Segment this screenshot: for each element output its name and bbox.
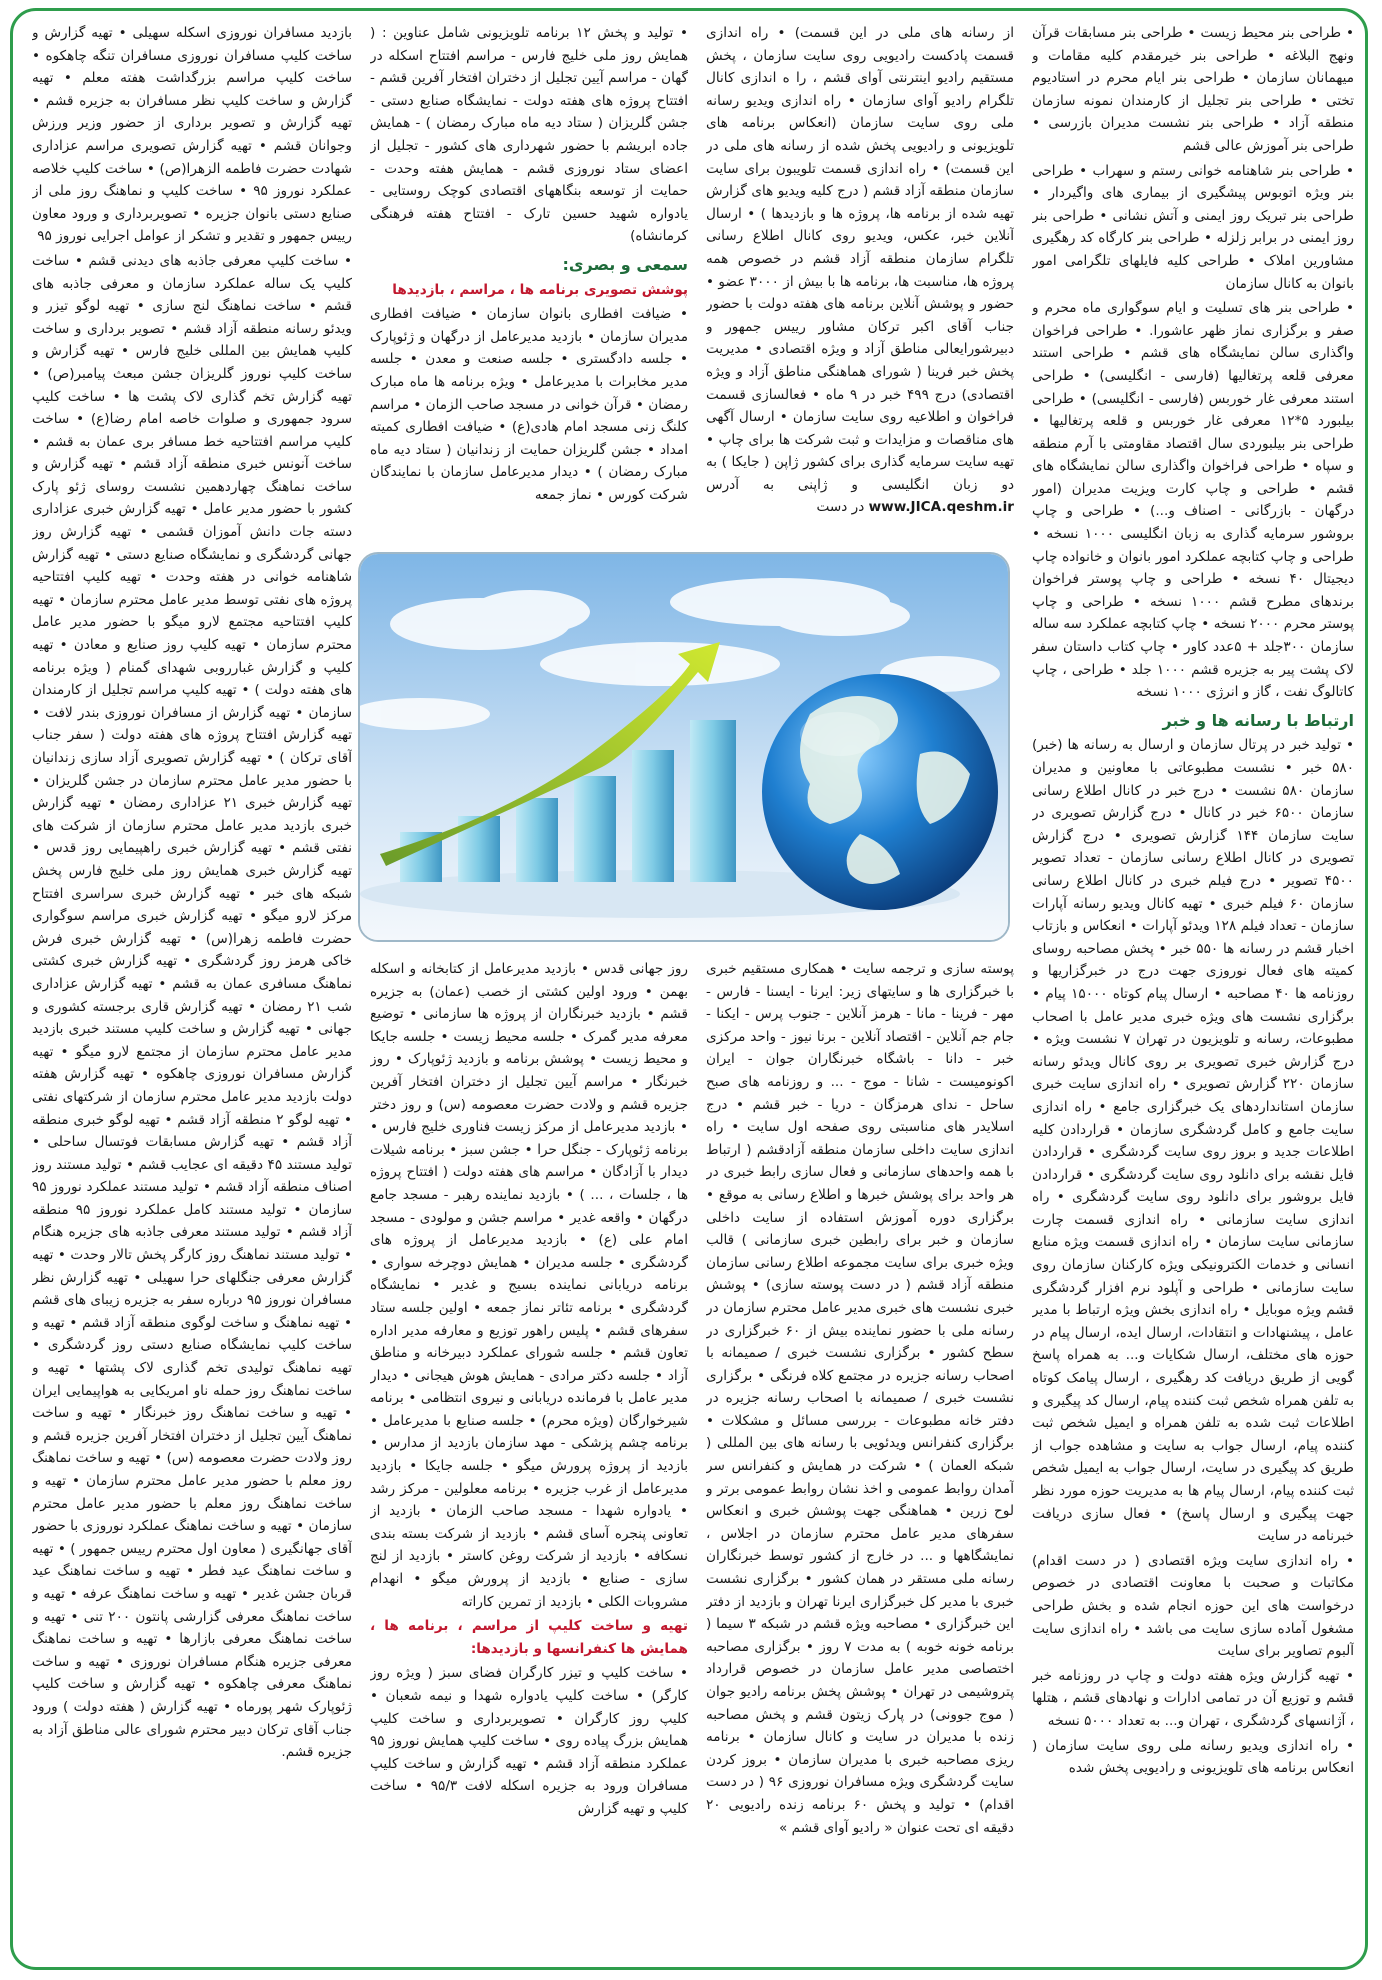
paragraph: • تولید خبر در پرتال سازمان و ارسال به رسانه ها (خبر) ۵۸۰ خبر • نشست مطبوعاتی با معاونین و مدیران سازمان ۵۸۰ نشست • درج خبر در کانال اطلاع رسانی سازمان ۶۵۰۰ خبر در کانال • درج گزارش تصویری در سایت سازمان ۱۴۴ گزارش تصویری • درج گزارش تصویری در کانال اطلاع رسانی سازمان - تعداد تصویر ۴۵۰۰ تصویر • درج فیلم خبری در کانال اطلاع رسانی سازمان ۶۰ فیلم خبری • تهیه کانال ویدیو رسانه آپارات سازمان - تعداد فیلم ۱۲۸ ویدئو آپارات • انعکاس و بازتاب اخبار قشم در رسانه ها ۵۵۰ خبر • پخش مصاحبه روسای کمیته های فعال نوروزی جهت درج در خبرگزاریها و روزنامه ها ۴۰ مصاحبه • ارسال پیام کوتاه ۱۵۰۰۰ پیام • برگزاری نشست های ویژه خبری مدیر عامل با اصحاب مطبوعات، رسانه و تلویزیون در تهران ۷ نشست ویژه • درج گزارش خبری تصویری بر روی کانال ویدئو رسانه سازمان ۲۲۰ گزارش تصویری • راه اندازی سایت خبری سازمان استانداردهای یک خبرگزاری جامع • راه اندازی سایت جامع و کامل گردشگری سازمان • قراردادن کلیه اطلاعات جدید و بروز روی سایت گردشگری • قراردادن فایل نقشه برای دانلود روی سایت گردشگری • قراردادن فایل بروشور برای دانلود روی سایت گردشگری • راه اندازی سایت سازمانی • راه اندازی قسمت چارت سازمانی سایت سازمان • راه اندازی قسمت ویژه منابع انسانی و خدمات الکترونیکی ویژه کارکنان سازمان روی سایت سازمانی • طراحی و آپلود نرم افزار گردشگری قشم ویژه موبایل • راه اندازی بخش ویژه ارتباط با مدیر عامل ، پیشنهادات و انتقادات، ارسال ایده، ارسال پیام در حوزه های مختلف، ارسال شکایات و... به همراه پاسخ گویی از طریق دریافت کد رهگیری ، ارسال پیامک کوتاه به تلفن همراه شخص ثبت کننده پیام، ارسال کد پیگیری و اطلاعات ثبت شده به تلفن همراه و ایمیل شخص ثبت کننده پیام، ارسال جواب به سایت و مشاهده جواب از طریق کد پیگیری در سایت، ارسال جواب به ایمیل شخص ثبت کننده پیام، ارسال پیام ها به مدیریت حوزه مورد نظر جهت پیگیری و ارسال پاسخ) • فعال سازی دریافت خبرنامه در سایت xyxy=(1032,737,1354,1545)
column-1 xyxy=(1032,22,1354,1952)
section-subheading: پوشش تصویری برنامه ها ، مراسم ، بازدیدها xyxy=(392,281,688,298)
site-url: www.JICA.qeshm.ir xyxy=(868,499,1014,516)
column-2-top xyxy=(706,22,1014,552)
paragraph: • طراحی بنر شاهنامه خوانی رستم و سهراب • طراحی بنر ویژه اتوبوس پیشگیری از بیماری های واگیردار • طراحی بنر تبریک روز ایمنی و آتش نشانی • طراحی بنر روز ایمنی در برابر زلزله • طراحی بنر کارگاه کد رهگیری مشاورین املاک • طراحی کلیه فایلهای تلگرامی امور بانوان به کانال سازمان xyxy=(1032,162,1354,292)
paragraph: • راه اندازی سایت ویژه اقتصادی ( در دست اقدام) مکاتبات و صحبت با معاونت اقتصادی در خصوص درخواست های این حوزه انجام شده و بخش طراحی مشغول آماده سازی سایت می باشد • راه اندازی سایت آلبوم تصاویر برای سایت xyxy=(1032,1552,1354,1660)
illustration-svg xyxy=(360,554,1008,940)
paragraph: • راه اندازی ویدیو رسانه ملی روی سایت سازمان ( انعکاس برنامه های تلویزیونی و رادیویی پخش شده xyxy=(1032,1737,1354,1777)
paragraph: • طراحی بنر محیط زیست • طراحی بنر مسابقات قرآن ونهج البلاغه • طراحی بنر خیرمقدم کلیه مقامات و میهمانان سازمان • طراحی بنر ایام محرم در استادیوم تختی • طراحی بنر تجلیل از کارمندان نمونه سازمان منطقه آزاد • طراحی بنر نشست مدیران بازرسی • طراحی بنر آموزش عالی قشم xyxy=(1032,25,1354,154)
paragraph: • ساخت کلیپ و تیزر کارگران فضای سبز ( ویژه روز کارگر) • ساخت کلیپ یادواره شهدا و نیمه شعبان • کلیپ روز کارگران • تصویربرداری و ساخت کلیپ همایش بزرگ پیاده روی • ساخت کلیپ همایش نوروز ۹۵ عملکرد منطقه آزاد قشم • تهیه گزارش و ساخت کلیپ مسافران ورود به جزیره اسکله لافت ۹۵/۳ • ساخت کلیپ و تهیه گزارش xyxy=(370,1665,688,1817)
paragraph: پوسته سازی و ترجمه سایت • همکاری مستقیم خبری با خبرگزاری ها و سایتهای زیر: ایرنا - ایسنا - فارس - مهر - فرینا - مانا - هرمز آنلاین - جنوب پرس - ایکنا - جام جم آنلاین - اقتصاد آنلاین - برنا نیوز - واحد مرکزی خبر - دانا - باشگاه خبرنگاران جوان - ایران اکونومیست - شانا - موج - ... و روزنامه های صبح ساحل - ندای هرمزگان - دریا - خبر قشم • درج اسلایدر های مناسبتی روی صفحه اول سایت • راه اندازی سایت داخلی سازمان منطقه آزادقشم ( ارتباط با همه واحدهای سازمانی و فعال سازی رابط خبری در هر واحد برای پوشش خبرها و اطلاع رسانی به موقع • برگزاری دوره آموزش استفاده از سایت داخلی سازمان و خبر برای رابطین خبری سازمانی ) قالب ویژه خبری برای سایت مجموعه اطلاع رسانی سازمان منطقه آزاد قشم ( در دست پوسته سازی) • پوشش خبری نشست های خبری مدیر عامل محترم سازمان در رسانه ملی با حضور نماینده بیش از ۶۰ خبرگزاری در سطح کشور • برگزاری نشست خبری / صمیمانه با اصحاب رسانه جزیره در مجتمع کلاه فرنگی • برگزاری نشست خبری / صمیمانه با اصحاب رسانه جزیره در دفتر خانه مطبوعات - بررسی مسائل و مشکلات • برگزاری کنفرانس ویدئویی با رسانه های بین المللی ( شبکه العمان ) • شرکت در همایش و کنفرانس سر آمدان روابط عمومی و اخذ نشان روابط عمومی برتر و لوح زرین • هماهنگی جهت پوشش خبری و انعکاس سفرهای مدیر عامل محترم سازمان در اجلاس ، نمایشگاهها و ... در خارج از کشور توسط خبرنگاران رسانه ملی مستقر در همان کشور • برگزاری نشست خبری با مدیر کل خبرگزاری ایرنا تهران و بازدید از دفتر این خبرگزاری • مصاحبه ویژه قشم در شبکه ۳ سیما ( برنامه خونه خوبه ) به مدت ۷ روز • برگزاری مصاحبه اختصاصی مدیر عامل سازمان در خصوص قرارداد پتروشیمی در تهران • پوشش پخش برنامه رادیو جوان ( موج جوونی) در پارک زیتون قشم و پخش مصاحبه زنده با مدیران در سایت و کانال سازمان • برنامه ریزی مصاحبه خبری با مدیران سازمان • بروز کردن سایت گردشگری ویژه مسافران نوروزی ۹۶ ( در دست اقدام) • تولید و پخش ۶۰ برنامه زنده رادیویی ۲۰ دقیقه ای تحت عنوان « رادیو آوای قشم » xyxy=(706,961,1014,1836)
paragraph: روز جهانی قدس • بازدید مدیرعامل از کتابخانه و اسکله بهمن • ورود اولین کشتی از خصب (عمان) به جزیره قشم • بازدید خبرنگاران از پروژه ها سازمانی • توضیع معرفه مدیر گمرک • جلسه محیط زیست • جلسه جایکا و محیط زیست • پوشش برنامه و بازدید ژئوپارک • روز خبرنگار • مراسم آیین تجلیل از دختران افتخار آفرین جزیره قشم و ولادت حضرت معصومه (س) و روز دختر • بازدید مدیرعامل از مرکز زیست فناوری خلیج فارس • برنامه ژئوپارک - جنگل حرا • جشن سبز • برنامه شیلات دیدار با آزادگان • مراسم های هفته دولت ( افتتاح پروژه ها ، جلسات ، ... ) • بازدید نماینده رهبر - مسجد جامع درگهان • واقعه غدیر • مراسم جشن و مولودی - مسجد امام علی (ع) • بازدید مدیرعامل از پروژه های گردشگری • جلسه مدیران • همایش دوچرخه سواری • برنامه دریابانی نماینده بسیج و غدیر • نمایشگاه گردشگری • برنامه تئاتر نماز جمعه • اولین جلسه ستاد سفرهای قشم • پلیس راهور توزیع و معارفه مدیر اداره تعاون قشم • جلسه شورای عملکرد دبیرخانه و مناطق آزاد • جلسه دکتر مرادی - همایش هوش هیجانی • دیدار مدیر عامل با فرمانده دریابانی و نیروی انتظامی • برنامه شیرخوارگان (ویژه محرم) • جلسه صنایع با مدیرعامل • برنامه چشم پزشکی - مهد سازمان بازدید از مدارس • بازدید از پروژه پرورش میگو • جلسه جایکا • بازدید مدیرعامل از غرب جزیره • برنامه معلولین - مرکز رشد • یادواره شهدا - مسجد صاحب الزمان • بازدید از تعاونی پنجره آسای قشم • بازدید از شرکت بسته بندی نسکافه • بازدید از شرکت روغن کاستر • بازدید از لنج سازی - صنایع • بازدید از پرورش میگو • انهدام مشروبات الکلی • بازدید از تمرین کاراته xyxy=(370,961,688,1610)
paragraph: • ساخت کلیپ معرفی جاذبه های دیدنی قشم • ساخت کلیپ یک ساله عملکرد سازمان و معرفی جاذبه های قشم • ساخت نماهنگ لنج سازی • تهیه لوگو تیزر و ویدئو رسانه منطقه آزاد قشم • تصویر برداری و ساخت کلیپ همایش بین المللی خلیج فارس • تهیه گزارش و ساخت کلیپ نوروز گلریزان جشن مبعث پیامبر(ص) • تهیه گزارش تخم گذاری لاک پشت ها • ساخت کلیپ سرود جمهوری و صلوات خاصه امام رضا(ع) • ساخت کلیپ مراسم افتتاحیه خط مسافر بری عمان به قشم • ساخت آنونس خبری منطقه آزاد قشم • تهیه گزارش و ساخت نماهنگ چهاردهمین نشست روسای ژئو پارک کشور با حضور مدیر عامل • تهیه گزارش خبری عزاداری دسته جات دانش آموزان قشمی • تهیه گزارش روز جهانی گردشگری و نمایشگاه صنایع دستی • تهیه گزارش شاهنامه خوانی در هفته وحدت • تهیه کلیپ افتتاحیه پروژه های نفتی توسط مدیر عامل محترم سازمان • تهیه کلیپ افتتاحیه مجتمع لارو میگو با حضور مدیر عامل محترم سازمان • تهیه کلیپ روز صنایع و معادن • تهیه کلیپ و گزارش غبارروبی شهدای گمنام ( ویژه برنامه های هفته دولت ) • تهیه کلیپ مراسم تجلیل از کارمندان سازمان • تهیه گزارش از مسافران نوروزی بندر لافت • تهیه گزارش افتتاح پروژه های هفته دولت ( سفر جناب آقای ترکان ) • تهیه گزارش تصویری آزاد سازی زندانیان با حضور مدیر عامل محترم سازمان در جشن گلریزان • تهیه گزارش خبری ۲۱ عزاداری رمضان • تهیه گزارش خبری بازدید مدیر عامل محترم سازمان از شرکت های نفتی قشم • تهیه گزارش خبری راهپیمایی روز قدس • تهیه گزارش خبری همایش روز ملی خلیج فارس پخش شبکه های خبر • تهیه گزارش خبری سراسری افتتاح مرکز لارو میگو • تهیه گزارش خبری مراسم سوگواری حضرت فاطمه زهرا(س) • تهیه گزارش خبری فرش خاکی هرمز روز گردشگری • تهیه گزارش خبری کشتی نماهنگ مسافری عمان به قشم • تهیه گزارش عزاداری شب ۲۱ رمضان • تهیه گزارش قاری برجسته کشوری و جهانی • تهیه گزارش و ساخت کلیپ مستند خبری بازدید مدیر عامل محترم سازمان از مجتمع لارو میگو • تهیه گزارش مسافران نوروزی چاهکوه • تهیه گزارش هفته دولت بازدید مدیر عامل محترم سازمان از شرکتهای نفتی • تهیه لوگو ۲ منطقه آزاد قشم • تهیه لوگو خبری منطقه آزاد قشم • تهیه گزارش مسابقات فوتسال ساحلی • تولید مستند ۴۵ دقیقه ای عجایب قشم • تولید مستند روز اصناف منطقه آزاد قشم • تولید مستند عملکرد نوروز ۹۵ سازمان • تولید مستند کامل عملکرد نوروز ۹۵ منطقه آزاد قشم • تولید مستند معرفی جاذبه های جزیره هنگام • تولید مستند نماهنگ روز کارگر پخش تالار وحدت • تهیه گزارش معرفی جنگلهای حرا سهیلی • تهیه گزارش نظر مسافران نوروز ۹۵ درباره سفر به جزیره زیبای های قشم • تهیه نماهنگ و ساخت لوگوی منطقه آزاد قشم • تهیه و ساخت کلیپ نمایشگاه صنایع دستی روز گردشگری • تهیه نماهنگ تولیدی تخم گذاری لاک پشتها • تهیه و ساخت نماهنگ روز حمله ناو امریکایی به هواپیمایی ایران • تهیه و ساخت نماهنگ روز خبرنگار • تهیه و ساخت نماهنگ آیین تجلیل از دختران افتخار آفرین جزیره قشم و روز ولادت حضرت معصومه (س) • تهیه و ساخت نماهنگ روز معلم با حضور مدیر عامل محترم سازمان • تهیه و ساخت نماهنگ روز معلم با حضور مدیر عامل محترم سازمان • تهیه و ساخت نماهنگ عملکرد نوروزی با حضور آقای جهانگیری ( معاون اول محترم رییس جمهور ) • تهیه و ساخت نماهنگ عید فطر • تهیه و ساخت نماهنگ عید قربان جشن غدیر • تهیه و ساخت نماهنگ عرفه • تهیه و ساخت نماهنگ معرفی گزارشی پانتون ۲۰۰ تنی • تهیه و ساخت نماهنگ معرفی بازارها • تهیه و ساخت نماهنگ معرفی جزیره هنگام مسافران نوروزی • تهیه و ساخت نماهنگ معرفی چاهکوه • تهیه گزارش و ساخت کلیپ ژئوپارک شهر پورماه • تهیه گزارش ( هفته دولت ) ورود جناب آقای ترکان دبیر محترم شورای عالی مناطق آزاد به جزیره قشم. xyxy=(32,252,352,1761)
paragraph-text: از رسانه های ملی در این قسمت) • راه اندازی قسمت پادکست رادیویی روی سایت سازمان ، پخش مستقیم رادیو اینترنتی آوای قشم ، را ه اندازی کانال تلگرام رادیو آوای سازمان • راه اندازی ویدیو رسانه ملی روی سایت سازمان (انعکاس برنامه های تلویزیونی و رادیویی پخش شده از رسانه های ملی در این قسمت) • راه اندازی قسمت تلویبون برای سایت سازمان منطقه آزاد قشم ( درج کلیه ویدیو های گزارش تهیه شده از برنامه ها، پروژه ها و بازدیدها ) • ارسال آنلاین خبر، عکس، ویدیو روی کانال اطلاع رسانی تلگرام سازمان منطقه آزاد قشم در خصوص همه پروژه ها، مناسبت ها، برنامه ها با بیش از ۳۰۰۰ عضو • حضور و پوشش آنلاین برنامه های هفته دولت با حضور جناب آقای اکبر ترکان مشاور رییس جمهور و دبیرشورایعالی مناطق آزاد و ویژه اقتصادی • مدیریت پخش خبر فرینا ( شورای هماهنگی مناطق آزاد و ویژه اقتصادی) درج ۴۹۹ خبر در ۹ ماه • فعالسازی قسمت فراخوان و اطلاعیه روی سایت سازمان • ارسال آگهی های مناقصات و مزایدات و ثبت شرکت ها برای چاپ • تهیه سایت سرمایه گذاری برای کشور ژاپن ( جایکا ) به دو زبان انگلیسی و ژاپنی به آدرس xyxy=(706,25,1014,493)
section-subheading-clips: تهیه و ساخت کلیپ از مراسم ، برنامه ها ، همایش ها کنفرانسها و بازدیدها: xyxy=(370,1618,688,1657)
paragraph xyxy=(706,22,1014,519)
section-heading-media: ارتباط با رسانه ها و خبر xyxy=(1162,710,1354,730)
column-2-bottom xyxy=(706,958,1014,1952)
paragraph: • ضیافت افطاری بانوان سازمان • ضیافت افطاری مدیران سازمان • بازدید مدیرعامل از درگهان و ژئوپارک • جلسه دادگستری • جلسه صنعت و معدن • جلسه مدیر مخابرات با مدیرعامل • ویژه برنامه ها ماه مبارک رمضان • قرآن خوانی در مسجد صاحب الزمان • مراسم کلنگ زنی مسجد امام هادی(ع) • ضیافت افطاری کمیته امداد • جشن گلریزان حمایت از زندانیان ( ستاد دیه ماه مبارک رمضان ) • دیدار مدیرعامل سازمان با نمایندگان شرکت کورس • نماز جمعه xyxy=(370,306,688,503)
globe-highlight xyxy=(800,712,880,756)
paragraph: • تولید و پخش ۱۲ برنامه تلویزیونی شامل عناوین : ( همایش روز ملی خلیج فارس - مراسم افتتاح اسکله در گهان - مراسم آیین تجلیل از دختران افتخار آفرین قشم - افتتاح پروژه های هفته دولت - نمایشگاه صنایع دستی - جشن گلریزان ( ستاد دیه ماه مبارک رمضان ) - همایش جاده ابریشم با حضور شهرداری های کشور - تجلیل از اعضای ستاد نوروزی قشم - همایش هفته وحدت - حمایت از توسعه بنگاههای اقتصادی کوچک روستایی - یادواره شهید حسین تارک - افتتاح هفته فرهنگی کرمانشاه) xyxy=(370,25,688,245)
section-heading-audiovisual: سمعی و بصری: xyxy=(562,254,688,274)
growth-globe-illustration xyxy=(358,552,1010,942)
column-3-bottom xyxy=(370,958,688,1952)
column-3-top xyxy=(370,22,688,552)
paragraph-tail: در دست xyxy=(816,499,865,516)
column-4 xyxy=(32,22,352,1952)
paragraph: بازدید مسافران نوروزی اسکله سهیلی • تهیه گزارش و ساخت کلیپ مسافران نوروزی مسافران تنگه چاهکوه • ساخت کلیپ مراسم بزرگداشت هفته معلم • تهیه گزارش و ساخت کلیپ نظر مسافران به جزیره قشم • تهیه گزارش و تصویر برداری از حضور وزیر ورزش وجوانان قشم • تهیه گزارش تصویری مراسم عزاداری شهادت حضرت فاطمه الزهرا(ص) • ساخت کلیپ خلاصه عملکرد نوروز ۹۵ • ساخت کلیپ و نماهنگ روز ملی از صنایع دستی بانوان جزیره • تصویربرداری و ورود معاون رییس جمهور و تقدیر و تشکر از عوامل اجرایی نوروز ۹۵ xyxy=(32,25,352,245)
paragraph: • تهیه گزارش ویژه هفته دولت و چاپ در روزنامه خبر قشم و توزیع آن در تمامی ادارات و نهادهای قشم ، هتلها ، آژانسهای گردشگری ، تهران و... به تعداد ۵۰۰۰ نسخه xyxy=(1032,1667,1354,1729)
paragraph: • طراحی بنر های تسلیت و ایام سوگواری ماه محرم و صفر و برگزاری نماز ظهر عاشورا. • طراحی فراخوان واگذاری سالن نمایشگاه های قشم • طراحی استند معرفی قلعه پرتغالیها (فارسی - انگلیسی) • طراحی استند معرفی غار خوربس (فارسی - انگلیسی) • طراحی بیلبورد ۵*۱۲ معرفی غار خوربس و قلعه پرتغالیها • طراحی بنر بیلبوردی سال اقتصاد مقاومتی با آرم منطقه و سپاه • طراحی فراخوان واگذاری سالن نمایشگاه های قشم • طراحی و چاپ کارت ویزیت مدیران (امور درگهان - بازرگانی - اصناف و...) • طراحی و چاپ بروشور سرمایه گذاری به زبان انگلیسی ۱۰۰۰ نسخه • طراحی و چاپ کتابچه عملکرد امور بانوان و خانواده چاپ دیجیتال ۴۰ نسخه • طراحی و چاپ پوستر فراخوان برندهای مطرح قشم ۱۰۰۰ نسخه • طراحی و چاپ پوستر محرم ۲۰۰۰ نسخه • چاپ کتابچه عملکرد سه ساله سازمان ۳۰۰جلد + ۵عدد کاور • چاپ کتاب داستان سفر لاک پشت پیر به جزیره قشم ۱۰۰۰ جلد • طراحی ، چاپ کاتالوگ نفت ، گاز و انرژی ۱۰۰۰ نسخه xyxy=(1032,300,1354,701)
